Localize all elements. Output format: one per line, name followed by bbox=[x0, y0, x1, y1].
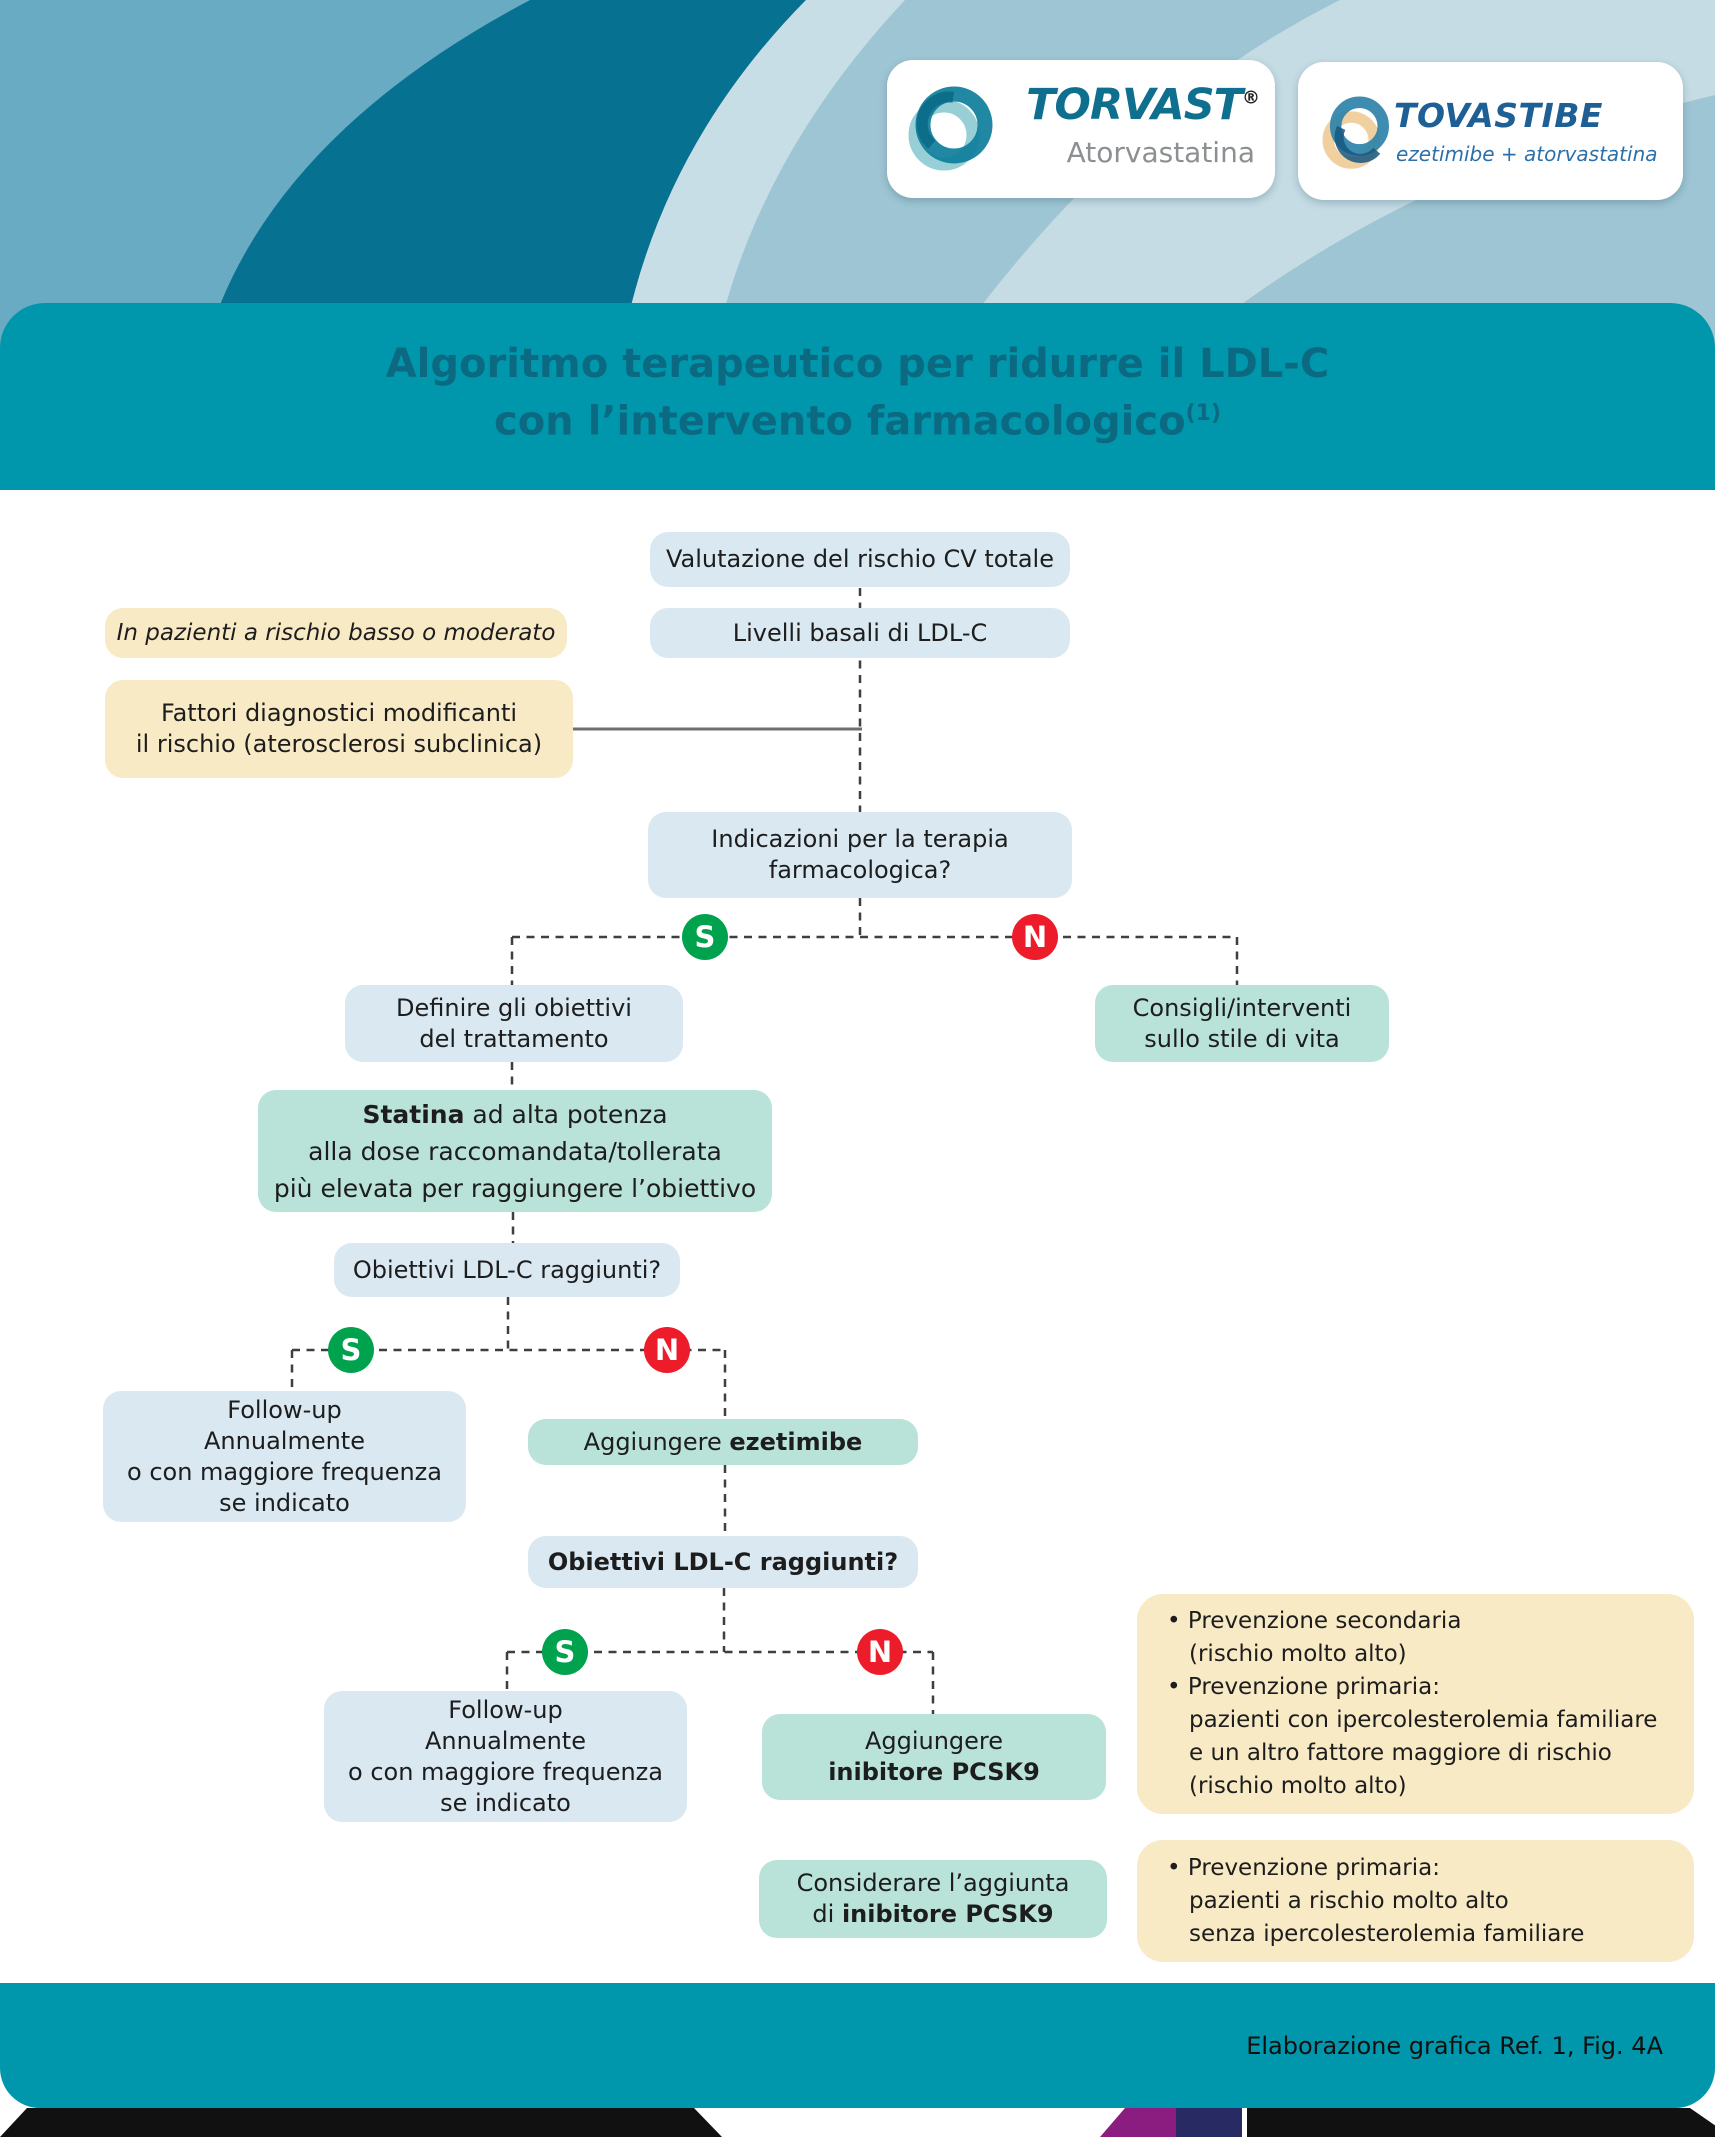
ezetimibe-bold: ezetimibe bbox=[729, 1427, 863, 1456]
no-badge-3: N bbox=[857, 1629, 903, 1675]
followup2-line1: Follow-up bbox=[448, 1695, 563, 1724]
definire-line2: del trattamento bbox=[419, 1024, 609, 1053]
page-title-line2-text: con l’intervento farmacologico bbox=[493, 398, 1186, 445]
torvast-name: TORVAST bbox=[1026, 80, 1242, 130]
tovastibe-subtitle: ezetimibe + atorvastatina bbox=[1396, 142, 1658, 166]
considerare-pcsk9-bold: inibitore PCSK9 bbox=[841, 1900, 1054, 1928]
box-followup-1 bbox=[103, 1391, 466, 1522]
title-banner bbox=[0, 303, 1715, 490]
note1-line1: • Prevenzione secondaria bbox=[1167, 1608, 1462, 1634]
followup2-line2: Annualmente bbox=[425, 1726, 586, 1755]
statina-line1 bbox=[362, 1096, 667, 1133]
footer-bar bbox=[0, 1983, 1715, 2108]
no-badge-2: N bbox=[644, 1327, 690, 1373]
registered-mark-icon: ® bbox=[1242, 87, 1259, 109]
box-obiettivi-2: Obiettivi LDL-C raggiunti? bbox=[528, 1536, 918, 1588]
followup1-line1: Follow-up bbox=[227, 1395, 342, 1424]
pcsk9-line2-bold: inibitore PCSK9 bbox=[828, 1758, 1040, 1786]
box-followup-2 bbox=[324, 1691, 687, 1822]
considerare-line1: Considerare l’aggiunta bbox=[796, 1869, 1070, 1897]
fattori-line2: il rischio (aterosclerosi subclinica) bbox=[135, 730, 543, 758]
yes-badge-2: S bbox=[328, 1327, 374, 1373]
credit-text: Elaborazione grafica Ref. 1, Fig. 4A bbox=[1246, 2031, 1663, 2060]
tovastibe-wordmark: TOVASTIBE bbox=[1394, 96, 1603, 135]
box-livelli-basali: Livelli basali di LDL-C bbox=[650, 608, 1070, 658]
statina-bold: Statina bbox=[362, 1099, 465, 1129]
consigli-line2: sullo stile di vita bbox=[1144, 1024, 1340, 1053]
note1-line3: • Prevenzione primaria: bbox=[1167, 1674, 1440, 1700]
reference-superscript: (1) bbox=[1185, 401, 1221, 426]
note1-line4: pazienti con ipercolesterolemia familiare bbox=[1189, 1707, 1658, 1733]
followup2-line3: o con maggiore frequenza bbox=[348, 1757, 663, 1786]
bottom-shape-black-right bbox=[1247, 2108, 1715, 2137]
box-aggiungere-pcsk9 bbox=[762, 1714, 1106, 1800]
indicazioni-line1: Indicazioni per la terapia bbox=[711, 825, 1009, 853]
followup1-line4: se indicato bbox=[219, 1488, 350, 1517]
box-consigli bbox=[1095, 985, 1389, 1062]
statina-rest: ad alta potenza bbox=[464, 1099, 668, 1129]
note1-line5: e un altro fattore maggiore di rischio bbox=[1189, 1740, 1612, 1766]
considerare-line2 bbox=[812, 1899, 1053, 1930]
fattori-line1: Fattori diagnostici modificanti bbox=[160, 699, 518, 727]
page-title-line1: Algoritmo terapeutico per ridurre il LDL-C bbox=[385, 341, 1330, 387]
torvast-subtitle: Atorvastatina bbox=[1066, 136, 1255, 169]
no-badge-1: N bbox=[1012, 914, 1058, 960]
box-fattori bbox=[105, 680, 573, 778]
box-considerare-pcsk9 bbox=[759, 1860, 1107, 1938]
note2-line2: pazienti a rischio molto alto bbox=[1189, 1887, 1509, 1914]
indicazioni-line2: farmacologica? bbox=[768, 856, 952, 884]
box-indicazioni bbox=[648, 812, 1072, 898]
ezetimibe-line bbox=[584, 1427, 863, 1458]
followup1-line2: Annualmente bbox=[204, 1426, 365, 1455]
pcsk9-line1: Aggiungere bbox=[864, 1727, 1004, 1755]
box-statina bbox=[258, 1090, 772, 1212]
considerare-di: di bbox=[812, 1900, 842, 1928]
statina-line3: più elevata per raggiungere l’obiettivo bbox=[273, 1173, 757, 1203]
box-definire bbox=[345, 985, 683, 1062]
note2-line1: • Prevenzione primaria: bbox=[1167, 1854, 1440, 1881]
consigli-line1: Consigli/interventi bbox=[1132, 993, 1352, 1022]
note1-line6: (rischio molto alto) bbox=[1189, 1773, 1407, 1799]
aggiungere-text: Aggiungere bbox=[583, 1427, 730, 1456]
note-prevenzione-1 bbox=[1137, 1594, 1694, 1814]
followup2-line4: se indicato bbox=[440, 1788, 571, 1817]
definire-line1: Definire gli obiettivi bbox=[396, 993, 632, 1022]
bottom-shape-black-left bbox=[0, 2108, 722, 2137]
bottom-shape-navy bbox=[1176, 2108, 1242, 2137]
page-title-line2 bbox=[0, 389, 1715, 446]
note-prevenzione-2 bbox=[1137, 1840, 1694, 1962]
yes-badge-3: S bbox=[542, 1629, 588, 1675]
yes-badge-1: S bbox=[682, 914, 728, 960]
page-title bbox=[0, 339, 1715, 446]
box-aggiungere-ezetimibe bbox=[528, 1419, 918, 1465]
box-obiettivi-1: Obiettivi LDL-C raggiunti? bbox=[334, 1243, 680, 1297]
followup1-line3: o con maggiore frequenza bbox=[127, 1457, 442, 1486]
note1-line2: (rischio molto alto) bbox=[1189, 1641, 1407, 1667]
statina-line2: alla dose raccomandata/tollerata bbox=[308, 1136, 722, 1166]
box-valutazione: Valutazione del rischio CV totale bbox=[650, 532, 1070, 587]
box-in-pazienti: In pazienti a rischio basso o moderato bbox=[105, 608, 567, 658]
note2-line3: senza ipercolesterolemia familiare bbox=[1189, 1920, 1585, 1947]
